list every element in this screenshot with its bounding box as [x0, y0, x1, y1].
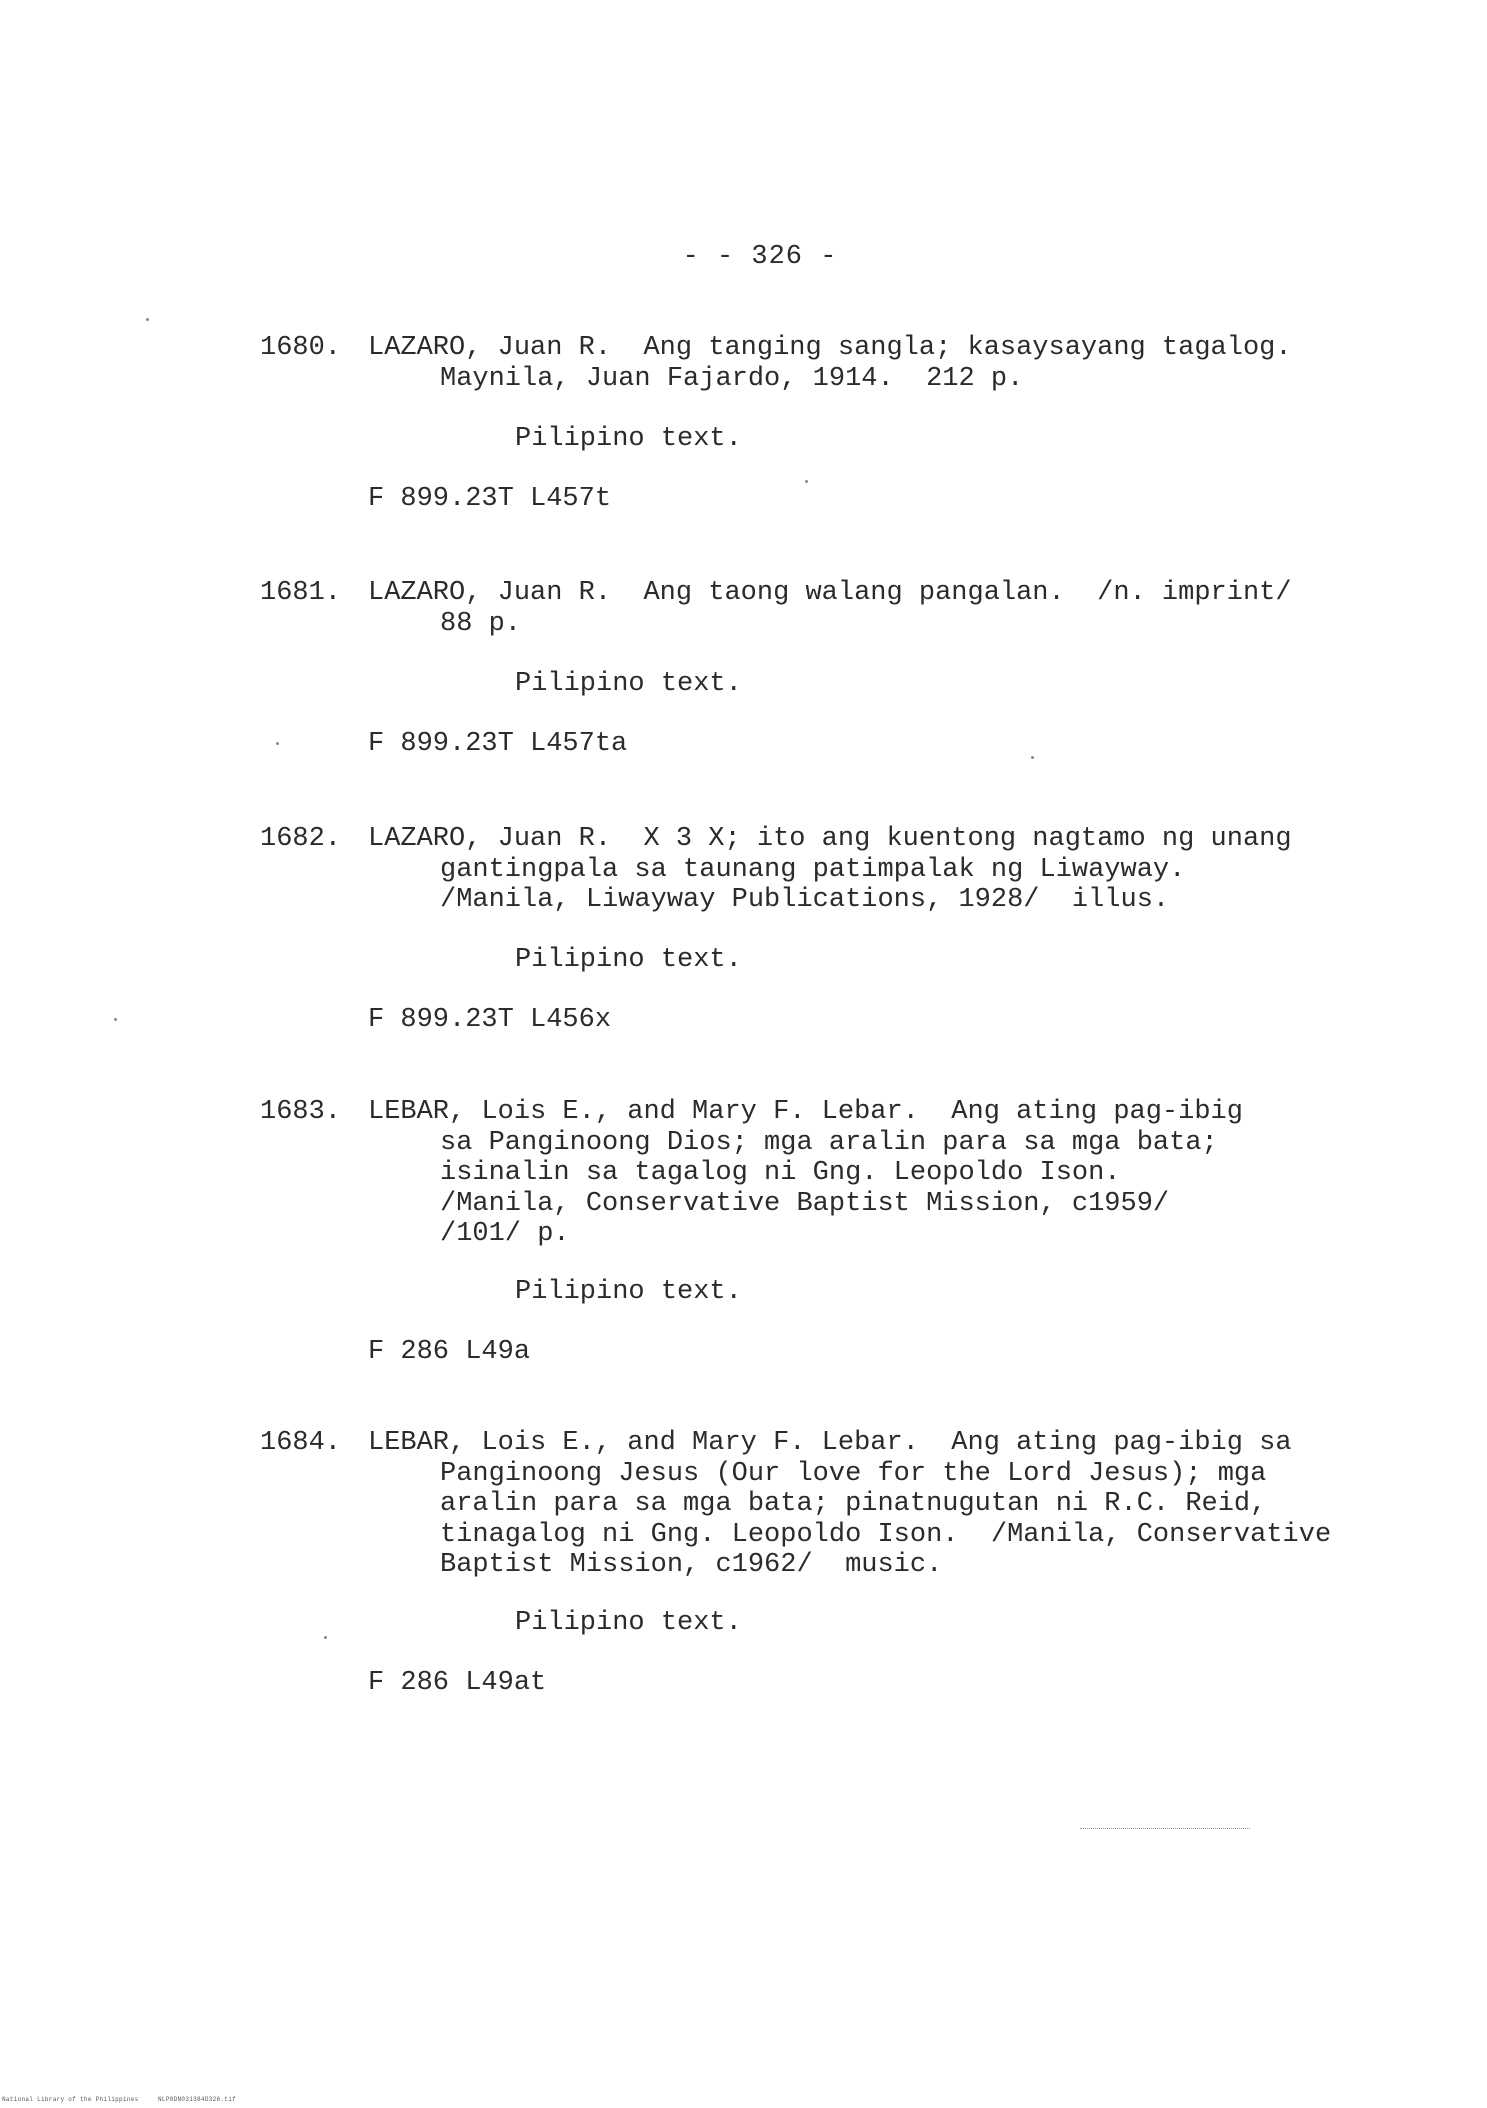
citation-line: aralin para sa mga bata; pinatnugutan ni R.C. Reid, — [440, 1489, 1267, 1519]
citation-line: LAZARO, Juan R. Ang taong walang pangalan. /n. imprint/ — [368, 578, 1292, 608]
citation-line: LEBAR, Lois E., and Mary F. Lebar. Ang ating pag-ibig — [368, 1097, 1243, 1127]
entry-citation — [368, 824, 1292, 916]
scan-speck — [324, 1636, 327, 1639]
citation-line: Panginoong Jesus (Our love for the Lord Jesus); mga — [440, 1458, 1267, 1489]
citation-line: tinagalog ni Gng. Leopoldo Ison. /Manila, Conservative — [440, 1519, 1332, 1550]
citation-line: /101/ p. — [440, 1219, 570, 1249]
entry-citation — [368, 333, 1292, 394]
entry-note: Pilipino text. — [515, 1277, 742, 1307]
entry-note: Pilipino text. — [515, 424, 742, 454]
citation-line: gantingpala sa taunang patimpalak ng Liwayway. — [440, 854, 1186, 885]
citation-line: sa Panginoong Dios; mga aralin para sa mga bata; — [440, 1127, 1218, 1158]
entry-number: 1681. — [260, 578, 342, 608]
call-number: F 286 L49a — [368, 1337, 531, 1367]
entry-number: 1680. — [260, 333, 342, 363]
citation-line: Baptist Mission, c1962/ music. — [440, 1550, 943, 1580]
call-number: F 899.23T L457t — [368, 484, 612, 514]
scan-footer: National Library of the Philippines NLP0DN031384D326.tif — [2, 2096, 237, 2103]
entry-number: 1682. — [260, 824, 342, 854]
entry-note: Pilipino text. — [515, 669, 742, 699]
citation-line: /Manila, Liwayway Publications, 1928/ illus. — [440, 885, 1170, 915]
entry-citation — [368, 1428, 1332, 1581]
entry-citation — [368, 578, 1292, 639]
scan-speck — [146, 318, 149, 321]
call-number: F 286 L49at — [368, 1668, 547, 1698]
scan-speck — [114, 1018, 117, 1021]
entry-note: Pilipino text. — [515, 1608, 742, 1638]
citation-line: 88 p. — [440, 608, 522, 639]
citation-line: LEBAR, Lois E., and Mary F. Lebar. Ang ating pag-ibig sa — [368, 1428, 1292, 1458]
entry-note: Pilipino text. — [515, 945, 742, 975]
scan-speck — [1031, 756, 1034, 759]
call-number: F 899.23T L457ta — [368, 729, 628, 759]
call-number: F 899.23T L456x — [368, 1005, 612, 1035]
entry-number: 1683. — [260, 1097, 342, 1127]
citation-line: isinalin sa tagalog ni Gng. Leopoldo Ison. — [440, 1158, 1121, 1188]
scan-speck — [276, 742, 279, 745]
citation-line: LAZARO, Juan R. X 3 X; ito ang kuentong nagtamo ng unang — [368, 824, 1292, 854]
page-number: - - 326 - — [682, 242, 838, 272]
citation-line: LAZARO, Juan R. Ang tanging sangla; kasaysayang tagalog. — [368, 333, 1292, 363]
citation-line: Maynila, Juan Fajardo, 1914. 212 p. — [440, 363, 1024, 394]
scan-speck — [805, 480, 808, 483]
scan-dotted-mark — [1080, 1828, 1250, 1829]
entry-citation — [368, 1097, 1278, 1250]
entry-number: 1684. — [260, 1428, 342, 1458]
citation-line: /Manila, Conservative Baptist Mission, c1959/ — [440, 1188, 1170, 1219]
